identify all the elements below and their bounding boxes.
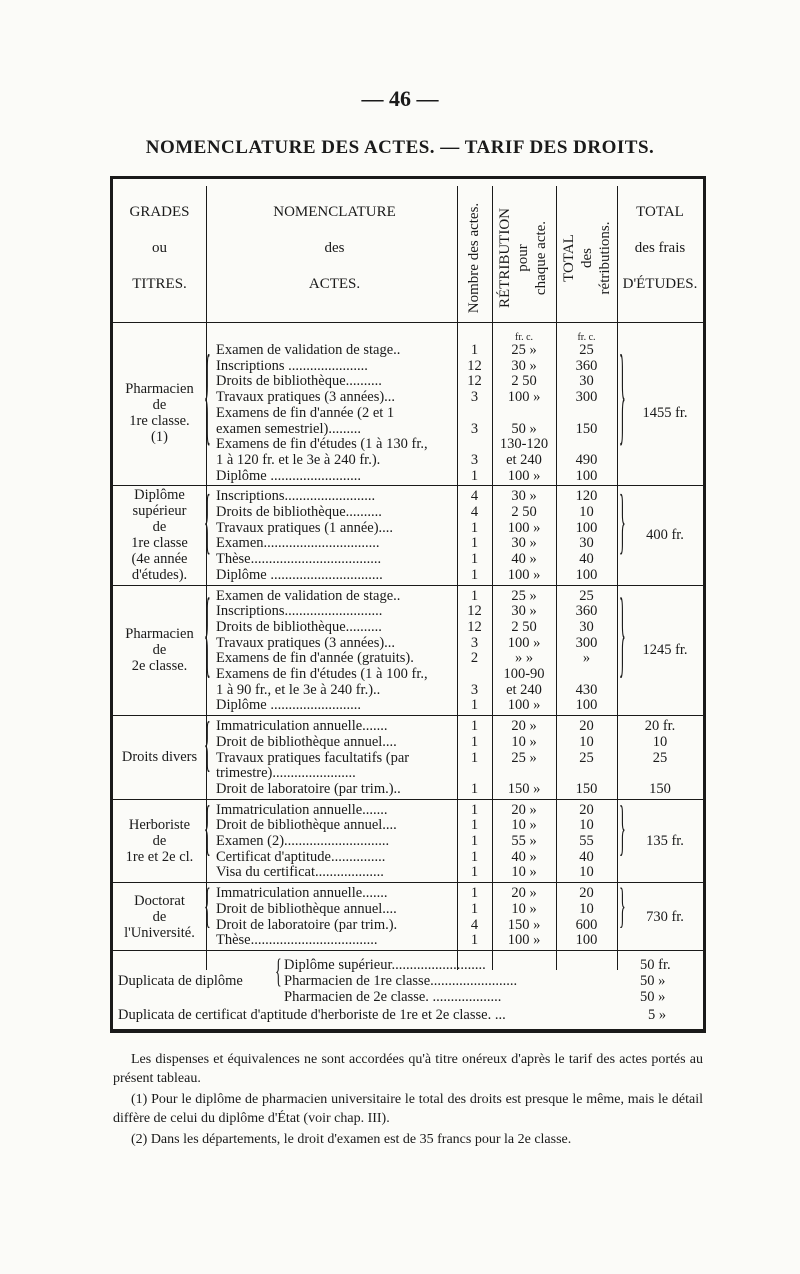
brace-right: } — [619, 487, 626, 567]
retribution-cell: 150 » — [507, 916, 541, 933]
brace-right: } — [619, 343, 626, 462]
retribution-cell: 50 » — [511, 420, 537, 437]
acte-name: Examens de fin d'études (1 à 100 fr., — [216, 666, 428, 682]
retribution-cell: 130-120 — [499, 436, 549, 453]
retribution-cell: 100 » — [507, 932, 541, 949]
total-frais-cell: 25 — [652, 749, 668, 766]
total-retribution-cell: 100 — [575, 697, 598, 714]
duplicata-label: Duplicata de diplôme — [118, 972, 243, 989]
total-retribution-cell: 600 — [575, 916, 598, 933]
acte-name: Diplôme ......................... — [216, 697, 361, 714]
nombre-cell: 1 — [470, 733, 479, 750]
retribution-cell: 25 » — [511, 342, 537, 358]
retribution-cell: 40 » — [511, 848, 537, 865]
header-retribution: chaque acte. — [533, 220, 549, 296]
nombre-cell: 3 — [470, 681, 479, 698]
retribution-cell: 100 » — [507, 697, 541, 714]
header-retribution: RÉTRIBUTION — [497, 208, 513, 308]
header-grades: TITRES. — [132, 276, 187, 292]
nombre-cell: 1 — [470, 467, 479, 484]
retribution-cell: 2 50 — [511, 373, 537, 390]
grade-label: Herboriste — [128, 816, 191, 833]
nombre-cell: 1 — [470, 535, 479, 552]
nombre-cell: 12 — [467, 357, 482, 374]
retribution-cell: 2 50 — [511, 618, 537, 635]
brace-left: { — [204, 716, 211, 782]
header-retribution: pour — [515, 244, 531, 272]
retribution-cell: 20 » — [511, 885, 537, 902]
total-retribution-cell: 40 — [579, 848, 594, 865]
nombre-cell: 3 — [470, 451, 479, 468]
acte-name: Droits de bibliothèque.......... — [216, 504, 382, 520]
grade-label: Doctorat — [134, 892, 185, 909]
total-retribution-cell: 300 — [575, 634, 598, 651]
retribution-cell: 100 » — [507, 389, 541, 406]
acte-name: Droit de laboratoire (par trim.).. — [216, 780, 401, 797]
total-retribution-cell: 20 — [579, 718, 594, 735]
nombre-cell: 4 — [470, 504, 479, 520]
total-retribution-cell: 10 — [579, 504, 594, 520]
grade-label: de — [152, 396, 167, 413]
total-retribution-cell: 10 — [579, 733, 594, 750]
duplicata-price: 5 » — [648, 1006, 667, 1023]
total-frais-cell: 135 fr. — [646, 832, 684, 849]
acte-name: Droits de bibliothèque.......... — [216, 373, 382, 390]
total-retribution-cell: 430 — [575, 681, 598, 698]
retribution-cell: et 240 — [506, 681, 542, 698]
total-frais-cell: 10 — [652, 733, 668, 750]
acte-name: Certificat d'aptitude............... — [216, 848, 386, 865]
header-total-retributions: TOTAL — [561, 234, 577, 282]
total-retribution-cell: 100 — [575, 467, 598, 484]
acte-name: 1 à 90 fr., et le 3e à 240 fr.).. — [216, 681, 381, 698]
header-total-retributions: rétributions. — [597, 221, 613, 295]
nombre-cell: 12 — [467, 603, 482, 620]
page-number: — 46 — — [361, 86, 439, 111]
nombre-cell: 4 — [470, 488, 479, 505]
acte-name: Thèse.................................... — [216, 551, 382, 568]
duplicata-price: 50 fr. — [640, 956, 671, 973]
page-title: NOMENCLATURE DES ACTES. — TARIF DES DROITS. — [145, 137, 655, 158]
acte-name: Examens de fin d'études (1 à 130 fr., — [216, 436, 428, 453]
retribution-cell: 20 » — [511, 718, 537, 735]
acte-name: Examens de fin d'année (2 et 1 — [216, 404, 395, 421]
grade-label: 2e classe. — [131, 658, 188, 675]
nombre-cell: 3 — [470, 420, 479, 437]
nombre-cell: 4 — [470, 916, 479, 933]
grade-label: Droits divers — [121, 749, 198, 766]
unit-label: fr. c. — [577, 332, 596, 343]
acte-name: Immatriculation annuelle....... — [216, 801, 388, 818]
header-grades: GRADES — [129, 204, 190, 220]
duplicata-certificat: Duplicata de certificat d'aptitude d'herboriste de 1re et 2e classe. ... — [118, 1006, 506, 1023]
nombre-cell: 1 — [470, 519, 479, 536]
duplicata-item: Pharmacien de 2e classe. ................... — [284, 988, 502, 1005]
brace-left: { — [204, 799, 211, 866]
retribution-cell: 30 » — [511, 488, 537, 505]
total-retribution-cell: 360 — [575, 357, 598, 374]
grade-label: l'Université. — [124, 924, 195, 941]
retribution-cell: et 240 — [506, 451, 542, 468]
total-frais-cell: 1245 fr. — [642, 642, 688, 659]
group-divider — [113, 485, 703, 486]
acte-name: Travaux pratiques facultatifs (par — [216, 749, 410, 766]
nombre-cell: 1 — [470, 801, 479, 818]
acte-name: Droit de laboratoire (par trim.). — [216, 916, 398, 933]
retribution-cell: 100 » — [507, 566, 541, 583]
grade-label: de — [152, 519, 167, 536]
nombre-cell: 3 — [470, 389, 479, 406]
brace-right: } — [619, 588, 626, 694]
nombre-cell: 1 — [470, 900, 479, 917]
nombre-cell: 1 — [470, 697, 479, 714]
total-retribution-cell: 300 — [575, 389, 598, 406]
acte-name: Inscriptions........................... — [216, 603, 383, 620]
nombre-cell: 1 — [470, 566, 479, 583]
total-retribution-cell: 10 — [579, 864, 594, 881]
nombre-cell: 1 — [470, 817, 479, 834]
acte-name: Examen de validation de stage.. — [216, 342, 401, 358]
group-divider — [113, 882, 703, 883]
footnote-paragraph: (1) Pour le diplôme de pharmacien universitaire le total des droits est presque le même, mais le détail diffère de celui du diplôme d'État (voir chap. III). — [113, 1092, 703, 1126]
duplicata-price: 50 » — [640, 988, 666, 1005]
nombre-cell: 1 — [470, 551, 479, 568]
brace-left: { — [204, 487, 211, 567]
acte-name: Travaux pratiques (3 années)... — [216, 634, 396, 651]
grade-label: d'études). — [131, 567, 188, 584]
retribution-cell: 30 » — [511, 357, 537, 374]
brace-right: } — [619, 799, 626, 866]
total-retribution-cell: 20 — [579, 885, 594, 902]
duplicata-item: Diplôme supérieur.......................... — [284, 956, 486, 973]
total-retribution-cell: 150 — [575, 780, 598, 797]
acte-name: Travaux pratiques (3 années)... — [216, 389, 396, 406]
total-retribution-cell: 490 — [575, 451, 598, 468]
header-nomenclature: ACTES. — [308, 276, 361, 292]
total-frais-cell: 20 fr. — [644, 718, 676, 735]
brace-left: { — [204, 588, 211, 694]
duplicata-item: Pharmacien de 1re classe........................ — [284, 972, 518, 989]
footnote-paragraph: (2) Dans les départements, le droit d'examen est de 35 francs pour la 2e classe. — [131, 1132, 572, 1147]
brace-left: { — [275, 955, 282, 992]
footnote-paragraph: Les dispenses et équivalences ne sont accordées qu'à titre onéreux d'après le tarif des actes portés au présent tableau. — [113, 1052, 703, 1086]
total-retribution-cell: 25 — [579, 749, 594, 766]
acte-name: Diplôme ............................... — [216, 566, 383, 583]
nombre-cell: 1 — [470, 342, 479, 358]
total-retribution-cell: 100 — [575, 519, 598, 536]
brace-right: } — [619, 882, 626, 935]
header-nombre: Nombre des actes. — [465, 202, 482, 314]
nombre-cell: 12 — [467, 373, 482, 390]
total-retribution-cell: 10 — [579, 817, 594, 834]
acte-name: Droits de bibliothèque.......... — [216, 618, 382, 635]
acte-name: Immatriculation annuelle....... — [216, 718, 388, 735]
retribution-cell: » » — [514, 650, 534, 667]
retribution-cell: 55 » — [511, 833, 537, 849]
header-total-retributions: des — [579, 248, 595, 268]
acte-name: Diplôme ......................... — [216, 467, 361, 484]
acte-name: Thèse................................... — [216, 932, 378, 949]
acte-name: Inscriptions ...................... — [216, 357, 368, 374]
acte-name: Examens de fin d'année (gratuits). — [216, 650, 414, 667]
nombre-cell: 1 — [470, 864, 479, 881]
retribution-cell: 2 50 — [511, 504, 537, 520]
retribution-cell: 100 » — [507, 519, 541, 536]
header-nomenclature: NOMENCLATURE — [273, 204, 396, 220]
retribution-cell: 25 » — [511, 749, 537, 766]
group-divider — [113, 715, 703, 716]
retribution-cell: 10 » — [511, 733, 537, 750]
nombre-cell: 3 — [470, 634, 479, 651]
retribution-cell: 20 » — [511, 801, 537, 818]
acte-name: Examen................................ — [216, 535, 380, 552]
header-grades: ou — [152, 240, 167, 256]
header-total-frais: des frais — [634, 240, 686, 256]
retribution-cell: 40 » — [511, 551, 537, 568]
total-retribution-cell: 100 — [575, 566, 598, 583]
nombre-cell: 1 — [470, 749, 479, 766]
grade-label: Diplôme — [134, 487, 185, 504]
total-retribution-cell: 20 — [579, 801, 594, 818]
acte-name: Examen de validation de stage.. — [216, 587, 401, 604]
total-retribution-cell: 25 — [579, 587, 594, 604]
nombre-cell: 1 — [470, 885, 479, 902]
total-retribution-cell: 30 — [579, 618, 594, 635]
total-retribution-cell: 100 — [575, 932, 598, 949]
column-divider — [617, 186, 618, 970]
total-retribution-cell: 30 — [579, 535, 594, 552]
nombre-cell: 1 — [470, 780, 479, 797]
acte-name: Travaux pratiques (1 année).... — [216, 519, 394, 536]
acte-name: 1 à 120 fr. et le 3e à 240 fr.). — [216, 451, 381, 468]
retribution-cell: 100-90 — [503, 666, 545, 682]
grade-label: de — [152, 832, 167, 849]
acte-name: Immatriculation annuelle....... — [216, 885, 388, 902]
retribution-cell: 100 » — [507, 467, 541, 484]
header-total-frais: D'ÉTUDES. — [622, 276, 698, 292]
duplicata-price: 50 » — [640, 972, 666, 989]
retribution-cell: 10 » — [511, 900, 537, 917]
nombre-cell: 1 — [470, 587, 479, 604]
grade-label: (1) — [151, 428, 168, 445]
unit-label: fr. c. — [514, 332, 534, 343]
retribution-cell: 100 » — [507, 634, 541, 651]
total-retribution-cell: 40 — [579, 551, 594, 568]
grade-label: 1re et 2e cl. — [125, 848, 194, 865]
nombre-cell: 1 — [470, 848, 479, 865]
retribution-cell: 30 » — [511, 535, 537, 552]
retribution-cell: 10 » — [511, 864, 537, 881]
total-frais-cell: 730 fr. — [646, 908, 684, 925]
nombre-cell: 1 — [470, 833, 479, 849]
total-retribution-cell: 10 — [579, 900, 594, 917]
total-retribution-cell: » — [582, 650, 591, 667]
grade-label: Pharmacien — [125, 626, 194, 643]
acte-name: Droit de bibliothèque annuel.... — [216, 733, 397, 750]
header-nomenclature: des — [324, 240, 345, 256]
group-divider — [113, 585, 703, 586]
total-retribution-cell: 30 — [579, 373, 594, 390]
grade-label: (4e année — [131, 551, 188, 568]
acte-name: Inscriptions......................... — [216, 488, 376, 505]
acte-name: examen semestriel)......... — [216, 420, 361, 437]
total-retribution-cell: 25 — [579, 342, 594, 358]
acte-name: Droit de bibliothèque annuel.... — [216, 817, 397, 834]
grade-label: 1re classe. — [129, 412, 190, 429]
retribution-cell: 150 » — [507, 780, 541, 797]
grade-label: de — [152, 908, 167, 925]
retribution-cell: 10 » — [511, 817, 537, 834]
retribution-cell: 30 » — [511, 603, 537, 620]
acte-name: Droit de bibliothèque annuel.... — [216, 900, 397, 917]
grade-label: Pharmacien — [125, 380, 194, 397]
total-frais-cell: 150 — [649, 780, 671, 797]
retribution-cell: 25 » — [511, 587, 537, 604]
total-frais-cell: 400 fr. — [646, 527, 684, 544]
acte-name: trimestre)....................... — [216, 765, 356, 782]
brace-left: { — [204, 343, 211, 462]
total-frais-cell: 1455 fr. — [642, 404, 688, 421]
grade-label: supérieur — [132, 503, 187, 520]
total-retribution-cell: 55 — [579, 833, 594, 849]
nombre-cell: 12 — [467, 618, 482, 635]
group-divider — [113, 799, 703, 800]
acte-name: Examen (2)............................. — [216, 833, 390, 849]
nombre-cell: 1 — [470, 718, 479, 735]
nombre-cell: 1 — [470, 932, 479, 949]
acte-name: Visa du certificat................... — [216, 864, 384, 881]
grade-label: de — [152, 642, 167, 659]
total-retribution-cell: 360 — [575, 603, 598, 620]
nombre-cell: 2 — [470, 650, 479, 667]
group-divider — [113, 950, 703, 951]
header-total-frais: TOTAL — [636, 204, 684, 220]
brace-left: { — [204, 882, 211, 935]
grade-label: 1re classe — [131, 535, 188, 552]
total-retribution-cell: 150 — [575, 420, 598, 437]
total-retribution-cell: 120 — [575, 488, 598, 505]
